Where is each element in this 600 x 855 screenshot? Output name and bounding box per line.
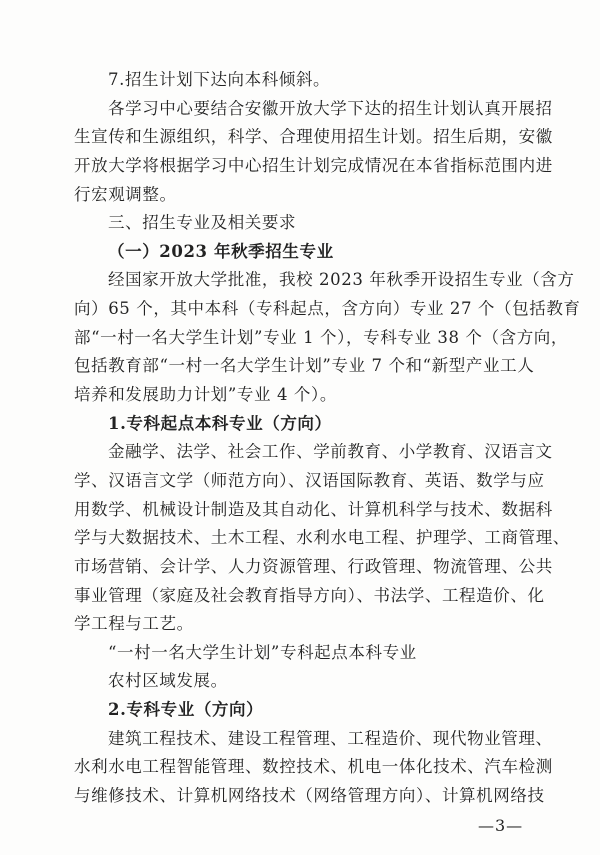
paragraph-line: 生宣传和生源组织，科学、合理使用招生计划。招生后期，安徽 [74,127,553,147]
list-item-7: 7.招生计划下达向本科倾斜。 [108,70,331,89]
paragraph-line: “一村一名大学生计划”专科起点本科专业 [108,642,417,662]
paragraph-line: 行宏观调整。 [74,184,177,204]
paragraph-line: 水利水电工程智能管理、数控技术、机电一体化技术、汽车检测 [74,757,553,777]
paragraph-line: 各学习中心要结合安徽开放大学下达的招生计划认真开展招 [108,98,553,118]
paragraph-line: 学工程与工艺。 [74,614,194,634]
paragraph-line: 金融学、法学、社会工作、学前教育、小学教育、汉语言文 [108,442,553,462]
paragraph-line: 部“一村一名大学生计划”专业 1 个），专科专业 38 个（含方向， [74,327,568,347]
subsection-heading: 1.专科起点本科专业（方向） [108,413,332,433]
paragraph-line: 学与大数据技术、土木工程、水利水电工程、护理学、工商管理、 [74,528,570,548]
paragraph-line: 事业管理（家庭及社会教育指导方向）、书法学、工程造价、化 [74,585,545,605]
subsection-heading: （一）2023 年秋季招生专业 [108,241,334,261]
paragraph-line: 向）65 个，其中本科（专科起点，含方向）专业 27 个（包括教育 [74,299,581,319]
section-heading: 三、招生专业及相关要求 [108,213,297,233]
paragraph-line: 学、汉语言文学（师范方向）、汉语国际教育、英语、数学与应 [74,470,545,490]
paragraph-line: 农村区域发展。 [108,671,228,691]
paragraph-line: 包括教育部“一村一名大学生计划”专业 7 个和“新型产业工人 [74,356,535,376]
paragraph-line: 用数学、机械设计制造及其自动化、计算机科学与技术、数据科 [74,499,553,519]
paragraph-line: 市场营销、会计学、人力资源管理、行政管理、物流管理、公共 [74,556,553,576]
paragraph-line: 经国家开放大学批准，我校 2023 年秋季开设招生专业（含方 [108,270,575,290]
paragraph-line: 与维修技术、计算机网络技术（网络管理方向）、计算机网络技 [74,786,545,805]
subsection-heading: 2.专科专业（方向） [108,700,264,720]
paragraph-line: 培养和发展助力计划”专业 4 个）。 [74,385,337,405]
paragraph-line: 建筑工程技术、建设工程管理、工程造价、现代物业管理、 [108,728,553,748]
paragraph-line: 开放大学将根据学习中心招生计划完成情况在本省指标范围内进 [74,155,553,175]
page-number: —3— [478,816,524,835]
